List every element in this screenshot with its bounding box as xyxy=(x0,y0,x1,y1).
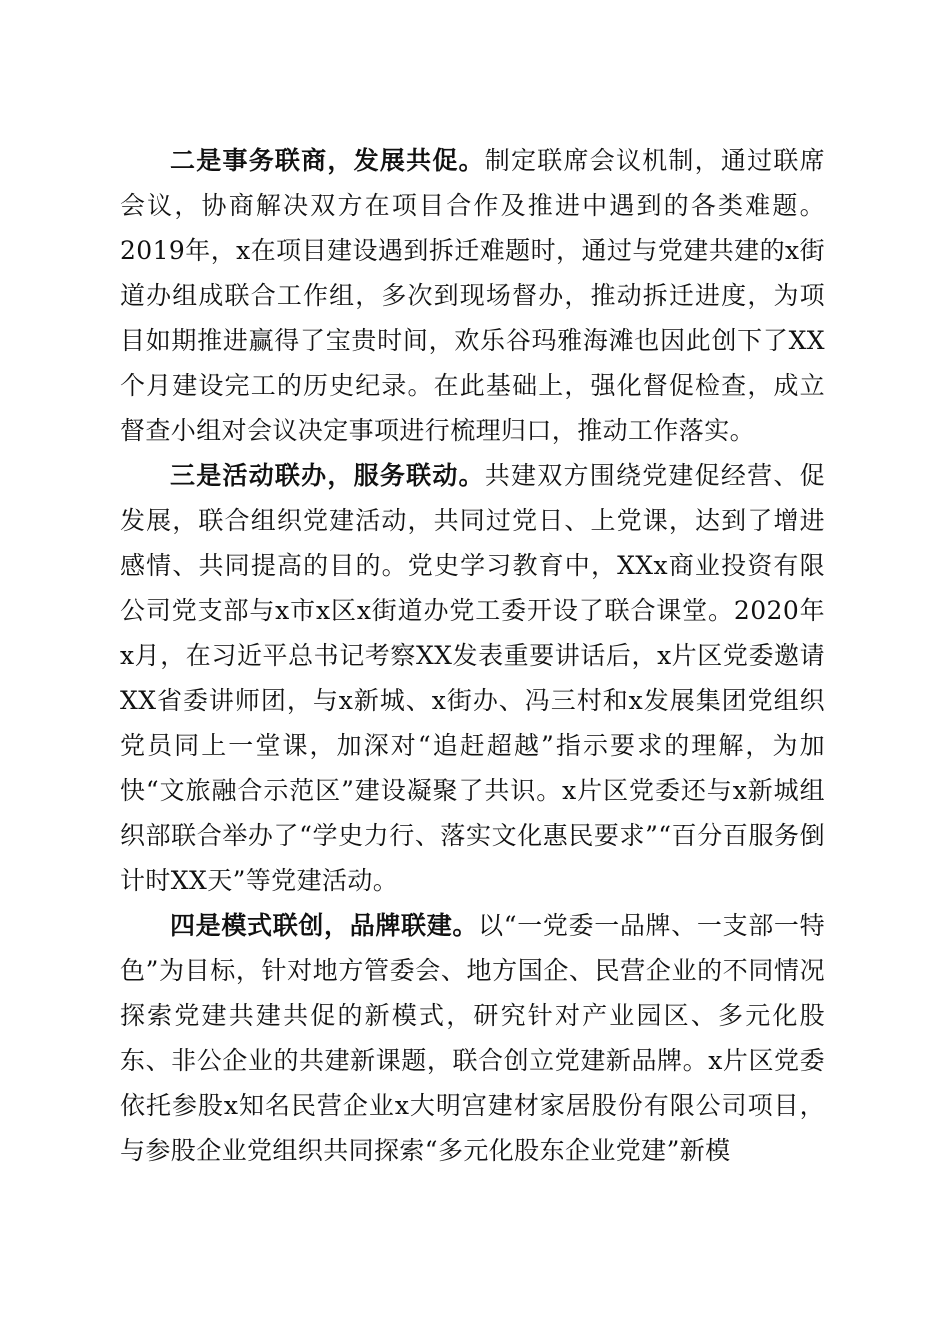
paragraph-2-heading: 二是事务联商，发展共促。 xyxy=(170,146,485,175)
paragraph-2 xyxy=(120,138,825,453)
paragraph-3 xyxy=(120,453,825,903)
paragraph-2-text: 制定联席会议机制，通过联席会议，协商解决双方在项目合作及推进中遇到的各类难题。2019年，x在项目建设遇到拆迁难题时，通过与党建共建的x街道办组成联合工作组，多次到现场督办，推动拆迁进度，为项目如期推进赢得了宝贵时间，欢乐谷玛雅海滩也因此创下了XX个月建设完工的历史纪录。在此基础上，强化督促检查，成立督查小组对会议决定事项进行梳理归口，推动工作落实。 xyxy=(120,146,825,445)
paragraph-4 xyxy=(120,903,825,1173)
paragraph-4-heading: 四是模式联创，品牌联建。 xyxy=(170,911,479,940)
document-body xyxy=(120,138,825,1173)
paragraph-3-text: 共建双方围绕党建促经营、促发展，联合组织党建活动，共同过党日、上党课，达到了增进感情、共同提高的目的。党史学习教育中，XXx商业投资有限公司党支部与x市x区x街道办党工委开设了联合课堂。2020年x月，在习近平总书记考察XX发表重要讲话后，x片区党委邀请XX省委讲师团，与x新城、x街办、冯三村和x发展集团党组织党员同上一堂课，加深对“追赶超越”指示要求的理解，为加快“文旅融合示范区”建设凝聚了共识。x片区党委还与x新城组织部联合举办了“学史力行、落实文化惠民要求”“百分百服务倒计时XX天”等党建活动。 xyxy=(120,461,825,895)
paragraph-4-text: 以“一党委一品牌、一支部一特色”为目标，针对地方管委会、地方国企、民营企业的不同情况探索党建共建共促的新模式，研究针对产业园区、多元化股东、非公企业的共建新课题，联合创立党建新品牌。x片区党委依托参股x知名民营企业x大明宫建材家居股份有限公司项目，与参股企业党组织共同探索“多元化股东企业党建”新模 xyxy=(120,911,825,1165)
paragraph-3-heading: 三是活动联办，服务联动。 xyxy=(170,461,485,490)
